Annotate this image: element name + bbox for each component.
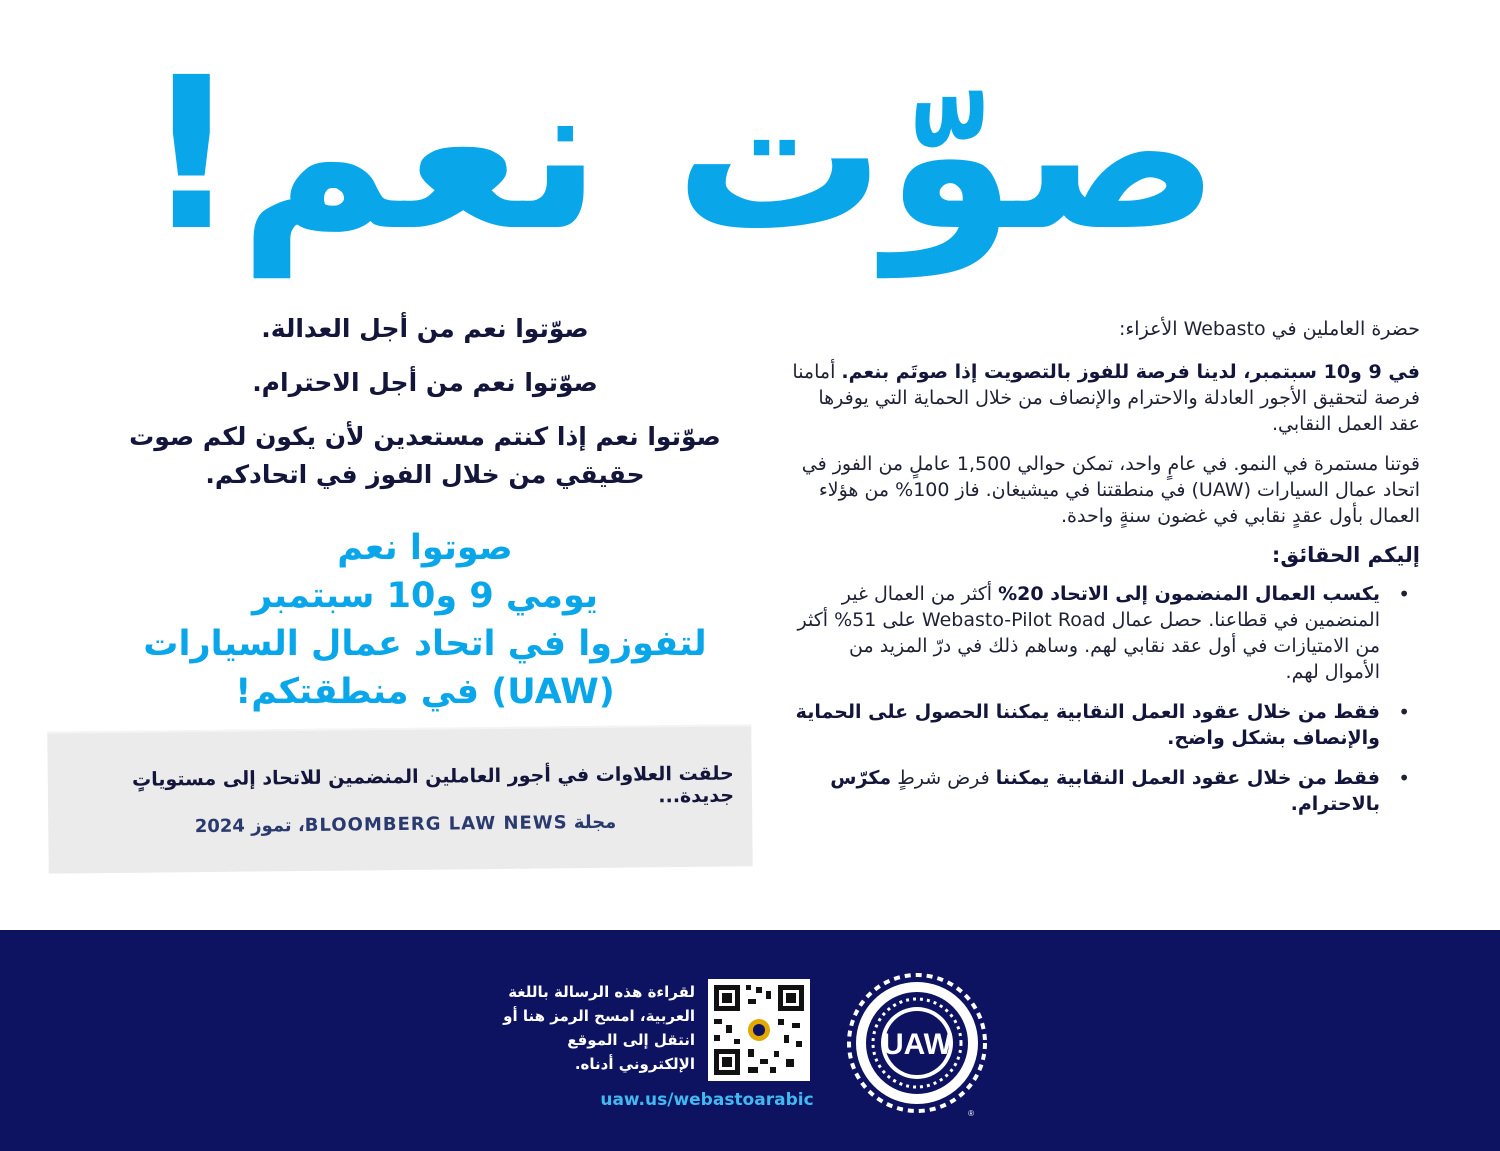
vote-justice: صوّتوا نعم من أجل العدالة. <box>261 314 589 343</box>
fact-item <box>790 699 1380 751</box>
website-link[interactable]: uaw.us/webastoarabic <box>600 1090 814 1110</box>
greeting: حضرة العاملين في Webasto الأعزاء: <box>1118 318 1420 340</box>
callout-line: يومي 9 و10 سبتمبر <box>251 576 599 616</box>
fact-item <box>790 581 1380 685</box>
quote-card <box>47 724 752 873</box>
fact-rest: فرض شرطٍ <box>891 767 996 789</box>
fact-bold: فقط من خلال عقود العمل النقابية يمكننا <box>995 767 1380 789</box>
fact-bold: فقط من خلال عقود العمل النقابية يمكننا الحصول على الحماية والإنصاف بشكل واضح. <box>795 701 1380 749</box>
facts-list <box>790 581 1420 817</box>
fact-bold-end: مكرّس بالاحترام. <box>830 767 1380 815</box>
footer-instructions: لقراءة هذه الرسالة باللغة العربية، امسح الرمز هنا أو انتقل إلى الموقع الإلكتروني أدناه. <box>503 983 695 1073</box>
facts-title: إليكم الحقائق: <box>1271 543 1420 567</box>
vote-callout <box>90 524 760 716</box>
callout-line: صوتوا نعم <box>337 528 513 568</box>
vote-column <box>90 310 760 716</box>
letter-column <box>790 315 1420 831</box>
callout-line: لتفوزوا في اتحاد عمال السيارات <box>143 624 707 664</box>
vote-voice: صوّتوا نعم إذا كنتم مستعدين لأن يكون لكم صوت حقيقي من خلال الفوز في اتحادكم. <box>129 422 721 489</box>
intro-rest: أمامنا فرصة لتحقيق الأجور العادلة والاحترام والإنصاف من خلال الحماية التي يوفرها عقد العمل النقابي. <box>792 361 1420 435</box>
uaw-logo-icon <box>842 968 992 1118</box>
fact-bold: يكسب العمال المنضمون إلى الاتحاد 20% <box>998 583 1380 605</box>
quote-text: حلقت العلاوات في أجور العاملين المنضمين للاتحاد إلى مستوياتٍ جديدة... <box>131 762 735 808</box>
svg-text:®: ® <box>968 1109 974 1118</box>
fact-item <box>790 765 1380 817</box>
quote-source: مجلة BLOOMBERG LAW NEWS، تموز 2024 <box>194 811 617 838</box>
footer <box>0 930 1500 1151</box>
intro-paragraph <box>790 359 1420 437</box>
headline: صوّت نعم! <box>143 32 1220 277</box>
growth-paragraph: قوتنا مستمرة في النمو. في عامٍ واحد، تمكن حوالي 1,500 عاملٍ من الفوز في اتحاد عمال السيارات (UAW) في منطقتنا في ميشيغان. فاز 100% من هؤلاء العمال بأول عقدٍ نقابي في غضون سنةٍ واحدة. <box>801 453 1420 527</box>
callout-line: (UAW) في منطقتكم! <box>235 672 615 712</box>
vote-respect: صوّتوا نعم من أجل الاحترام. <box>252 368 598 397</box>
qr-code-icon[interactable] <box>708 979 810 1081</box>
logo-text: UAW <box>882 1028 952 1061</box>
fact-rest: أكثر من العمال غير المنضمين في قطاعنا. حصل عمال Webasto-Pilot Road على 51% أكثر من الامتيازات في أول عقد نقابي لهم. وساهم ذلك في درّ المزيد من الأموال لهم. <box>797 583 1380 683</box>
intro-bold: في 9 و10 سبتمبر، لدينا فرصة للفوز بالتصويت إذا صوتَم بنعم. <box>841 361 1420 383</box>
